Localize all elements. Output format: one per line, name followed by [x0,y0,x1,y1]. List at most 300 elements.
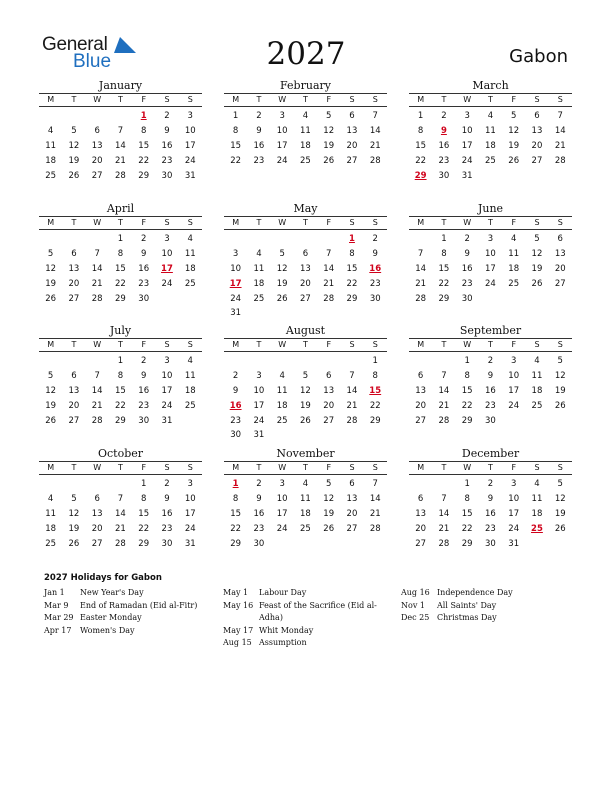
weekday-label: F [511,463,517,472]
day-cell: 10 [485,248,496,259]
day-cell: 14 [91,385,103,396]
empty-day-cell [317,354,340,369]
day-cell: 26 [554,400,566,411]
day-cell: 12 [554,370,566,381]
holiday-date: Nov 1 [401,600,425,610]
day-cell: 7 [557,111,563,121]
day-cell: 27 [91,170,103,181]
day-cell: 18 [253,278,265,289]
weekday-label: W [463,95,472,104]
day-cell: 26 [508,155,520,166]
day-cell: 14 [438,385,450,396]
day-cell: 15 [346,263,358,274]
day-cell: 10 [230,263,242,274]
day-cell: 17 [508,508,520,519]
day-cell: 20 [91,155,103,166]
month-name: January [98,79,143,92]
day-cell: 30 [485,415,496,426]
day-cell: 30 [253,538,265,549]
day-cell: 28 [415,293,427,304]
day-cell: 13 [415,385,427,396]
holiday-name: New Year's Day [80,588,144,597]
day-cell: 20 [323,400,335,411]
day-cell: 3 [164,356,170,366]
weekday-label: S [534,463,540,472]
day-cell: 24 [276,155,288,166]
day-cell: 4 [534,479,540,489]
day-cell: 8 [349,248,355,259]
empty-day-cell [39,354,62,369]
day-cell: 13 [300,263,311,274]
month-name: June [477,202,504,215]
holiday-item [223,625,379,638]
day-cell: 11 [253,263,265,274]
empty-day-cell [109,109,132,124]
day-cell: 5 [325,479,332,489]
holiday-name: Christmas Day [437,613,497,622]
day-grid [224,230,387,321]
holiday-day-cell: 25 [531,523,543,534]
day-cell: 27 [68,415,80,426]
day-cell: 9 [140,248,147,259]
month-october [39,447,202,551]
weekday-label: S [164,95,170,104]
day-cell: 7 [117,125,124,136]
day-cell: 3 [464,111,470,121]
month-name: August [285,324,326,337]
day-cell: 5 [47,248,54,259]
holiday-item [401,600,557,613]
holiday-name: End of Ramadan (Eid al-Fitr) [80,600,198,610]
day-cell: 21 [369,140,381,151]
day-cell: 15 [138,508,150,519]
day-cell: 6 [557,234,563,244]
day-cell: 20 [415,400,427,411]
weekday-label: M [417,218,425,227]
day-cell: 24 [508,523,520,534]
day-cell: 18 [531,385,543,396]
day-cell: 5 [534,234,540,244]
day-cell: 21 [115,155,126,166]
day-cell: 23 [230,415,242,426]
day-cell: 16 [138,385,150,396]
day-cell: 5 [557,356,563,366]
holiday-column [44,587,200,637]
day-cell: 3 [510,479,517,489]
day-cell: 13 [323,385,335,396]
day-cell: 27 [91,538,103,549]
holiday-date: Mar 9 [44,600,69,610]
day-cell: 6 [94,493,100,504]
day-cell: 3 [232,248,239,259]
day-cell: 14 [91,263,103,274]
weekday-label: S [557,340,563,349]
month-name: February [280,79,331,92]
day-cell: 18 [184,263,196,274]
weekday-header [409,338,572,352]
day-cell: 23 [369,278,381,289]
day-cell: 11 [184,370,196,381]
empty-day-cell [109,477,132,492]
holiday-day-cell: 17 [161,263,173,274]
day-cell: 30 [461,293,473,304]
day-cell: 9 [164,125,170,136]
day-cell: 18 [300,140,311,151]
holiday-name: Labour Day [259,588,307,597]
holiday-item [44,587,200,600]
holiday-name: Whit Monday [259,625,314,635]
day-cell: 5 [71,125,77,136]
day-cell: 9 [487,493,494,504]
day-cell: 25 [253,293,265,304]
day-cell: 12 [554,493,566,504]
holiday-name: Assumption [259,638,307,647]
weekday-label: S [557,463,563,472]
empty-day-cell [409,477,432,492]
weekday-label: T [256,340,262,349]
logo-text-general: General [42,34,108,55]
day-cell: 15 [461,385,473,396]
weekday-header [409,461,572,475]
empty-day-cell [86,109,109,124]
day-cell: 17 [184,508,196,519]
weekday-label: M [417,95,425,104]
weekday-label: M [232,340,240,349]
holiday-name: Women's Day [80,625,135,635]
day-cell: 9 [232,385,239,396]
holiday-date: Dec 25 [401,613,430,622]
day-cell: 12 [68,508,80,519]
weekday-label: T [441,218,447,227]
day-cell: 28 [115,170,126,181]
day-cell: 19 [300,400,311,411]
day-cell: 10 [253,385,265,396]
day-cell: 3 [279,479,285,489]
day-cell: 28 [438,538,450,549]
month-august [224,324,387,443]
day-cell: 4 [256,248,262,259]
day-cell: 12 [531,248,543,259]
day-cell: 19 [68,523,80,534]
day-cell: 20 [346,140,358,151]
day-cell: 4 [279,370,285,381]
day-grid [224,475,387,551]
day-cell: 21 [91,278,103,289]
day-cell: 15 [415,140,427,151]
weekday-label: T [71,463,77,472]
day-cell: 1 [117,356,124,366]
day-cell: 13 [91,140,103,151]
day-cell: 31 [253,430,265,441]
day-cell: 11 [508,248,520,259]
day-cell: 1 [372,356,378,366]
day-cell: 25 [45,538,57,549]
day-cell: 10 [508,370,520,381]
day-cell: 8 [464,370,470,381]
weekday-label: T [488,340,493,349]
weekday-label: F [326,340,332,349]
day-cell: 12 [508,125,520,136]
empty-day-cell [39,232,62,247]
day-cell: 21 [438,523,450,534]
day-grid [409,230,572,306]
day-cell: 23 [461,278,473,289]
day-cell: 22 [138,155,150,166]
day-cell: 19 [554,385,566,396]
day-cell: 2 [164,111,170,121]
day-cell: 15 [461,508,473,519]
day-cell: 4 [187,234,193,244]
day-cell: 25 [300,523,311,534]
weekday-header [409,216,572,230]
empty-day-cell [294,232,317,247]
day-cell: 9 [464,248,470,259]
weekday-label: M [47,95,55,104]
weekday-label: M [47,463,55,472]
day-cell: 9 [372,248,378,259]
holiday-item [401,587,557,600]
day-cell: 21 [346,400,358,411]
day-grid [39,352,202,428]
day-cell: 29 [138,538,150,549]
day-cell: 24 [184,155,196,166]
day-cell: 30 [161,170,173,181]
day-cell: 16 [253,508,265,519]
day-cell: 1 [464,356,470,366]
weekday-label: S [534,340,540,349]
day-cell: 21 [115,523,126,534]
holiday-day-cell: 16 [229,400,242,411]
day-cell: 19 [508,140,520,151]
weekday-label: W [278,218,287,227]
day-cell: 20 [554,263,566,274]
day-cell: 11 [300,125,311,136]
day-cell: 17 [276,508,288,519]
weekday-label: S [349,463,355,472]
day-cell: 14 [369,493,381,504]
day-cell: 12 [276,263,288,274]
day-cell: 31 [230,308,242,319]
month-june [409,202,572,306]
weekday-label: T [303,95,308,104]
day-cell: 14 [346,385,358,396]
day-cell: 30 [138,293,150,304]
day-cell: 23 [253,523,265,534]
day-cell: 18 [45,523,57,534]
day-cell: 22 [461,523,473,534]
day-cell: 23 [485,400,496,411]
day-cell: 24 [508,400,520,411]
day-cell: 29 [461,415,473,426]
day-cell: 13 [554,248,566,259]
day-cell: 14 [115,508,126,519]
day-cell: 8 [417,125,424,136]
holiday-date: Aug 16 [401,588,430,597]
day-cell: 2 [441,111,447,121]
weekday-label: W [278,340,287,349]
day-cell: 19 [45,400,57,411]
day-cell: 5 [279,248,285,259]
day-cell: 10 [508,493,520,504]
day-cell: 23 [438,155,450,166]
day-cell: 2 [464,234,470,244]
day-cell: 4 [534,356,540,366]
day-cell: 16 [485,385,496,396]
month-name: September [459,324,522,337]
day-cell: 25 [276,415,288,426]
day-cell: 11 [45,140,57,151]
empty-day-cell [247,354,270,369]
day-cell: 7 [349,370,355,381]
day-cell: 26 [323,523,335,534]
empty-day-cell [86,477,109,492]
holiday-item [44,625,200,638]
day-cell: 9 [256,493,262,504]
month-february [224,79,387,169]
day-cell: 24 [253,415,265,426]
weekday-label: S [534,218,540,227]
day-cell: 10 [161,248,173,259]
day-cell: 11 [184,248,196,259]
day-cell: 11 [300,493,311,504]
logo-text-blue: Blue [73,51,112,72]
weekday-label: F [511,218,517,227]
day-cell: 22 [138,523,150,534]
day-cell: 2 [256,111,262,121]
holiday-name: All Saints' Day [437,600,497,610]
day-cell: 29 [438,293,450,304]
day-cell: 24 [276,523,288,534]
holiday-date: Aug 15 [223,638,252,647]
day-cell: 6 [417,370,424,381]
day-cell: 4 [487,111,494,121]
day-cell: 10 [161,370,173,381]
holiday-date: May 17 [223,625,254,635]
day-cell: 23 [485,523,496,534]
day-cell: 28 [369,155,381,166]
holiday-name: Feast of the Sacrifice (Eid al-Adha) [259,600,377,622]
day-cell: 23 [161,523,173,534]
day-cell: 24 [461,155,473,166]
day-cell: 10 [184,493,196,504]
day-cell: 10 [461,125,473,136]
day-cell: 5 [510,111,517,121]
day-cell: 16 [253,140,265,151]
weekday-label: W [463,463,472,472]
day-cell: 2 [140,234,147,244]
weekday-label: S [372,218,378,227]
day-cell: 30 [230,430,242,441]
empty-day-cell [409,354,432,369]
day-cell: 25 [184,278,196,289]
day-cell: 22 [461,400,473,411]
weekday-label: M [232,218,240,227]
day-cell: 9 [164,493,170,504]
weekday-label: T [488,95,493,104]
day-cell: 30 [438,170,450,181]
weekday-header [224,216,387,230]
day-cell: 16 [138,263,150,274]
day-cell: 9 [256,125,262,136]
day-cell: 8 [140,493,147,504]
day-cell: 26 [45,415,57,426]
month-name: December [461,447,520,460]
weekday-label: S [372,463,378,472]
day-cell: 3 [187,111,193,121]
weekday-label: T [441,95,447,104]
weekday-label: W [278,463,287,472]
day-cell: 22 [115,278,126,289]
day-cell: 30 [161,538,173,549]
day-cell: 13 [415,508,427,519]
weekday-label: T [118,95,123,104]
weekday-label: S [557,218,563,227]
day-cell: 18 [184,385,196,396]
day-cell: 6 [417,493,424,504]
country-name: Gabon [509,46,568,67]
day-cell: 11 [531,370,543,381]
day-cell: 29 [369,415,381,426]
day-cell: 28 [323,293,335,304]
weekday-label: W [463,218,472,227]
day-cell: 3 [256,370,262,381]
day-grid [409,352,572,428]
day-cell: 29 [461,538,473,549]
holiday-item [44,612,200,625]
day-cell: 29 [346,293,358,304]
month-name: April [106,202,135,215]
weekday-label: F [326,95,332,104]
day-cell: 28 [346,415,358,426]
day-cell: 8 [441,248,447,259]
day-cell: 12 [323,493,335,504]
day-cell: 18 [276,400,288,411]
day-grid [224,352,387,443]
day-cell: 1 [232,111,239,121]
weekday-label: M [47,340,55,349]
day-cell: 22 [115,400,126,411]
day-cell: 4 [47,125,54,136]
day-cell: 29 [115,415,126,426]
day-grid [39,475,202,551]
day-cell: 20 [68,400,80,411]
day-cell: 19 [323,508,335,519]
day-cell: 7 [372,111,378,121]
day-cell: 23 [138,400,150,411]
weekday-label: T [71,340,77,349]
weekday-label: T [488,463,493,472]
weekday-label: S [372,95,378,104]
month-name: November [276,447,335,460]
empty-day-cell [409,232,432,247]
day-cell: 20 [415,523,427,534]
day-cell: 16 [461,263,473,274]
empty-day-cell [432,354,455,369]
holiday-day-cell: 16 [369,263,382,274]
weekday-label: M [47,218,55,227]
day-cell: 11 [485,125,496,136]
weekday-header [224,338,387,352]
weekday-label: S [349,218,355,227]
day-cell: 19 [276,278,288,289]
day-cell: 16 [438,140,450,151]
day-cell: 15 [138,140,150,151]
day-cell: 29 [230,538,242,549]
day-cell: 17 [161,385,173,396]
weekday-label: T [118,463,123,472]
day-cell: 27 [346,155,358,166]
day-cell: 10 [276,493,288,504]
